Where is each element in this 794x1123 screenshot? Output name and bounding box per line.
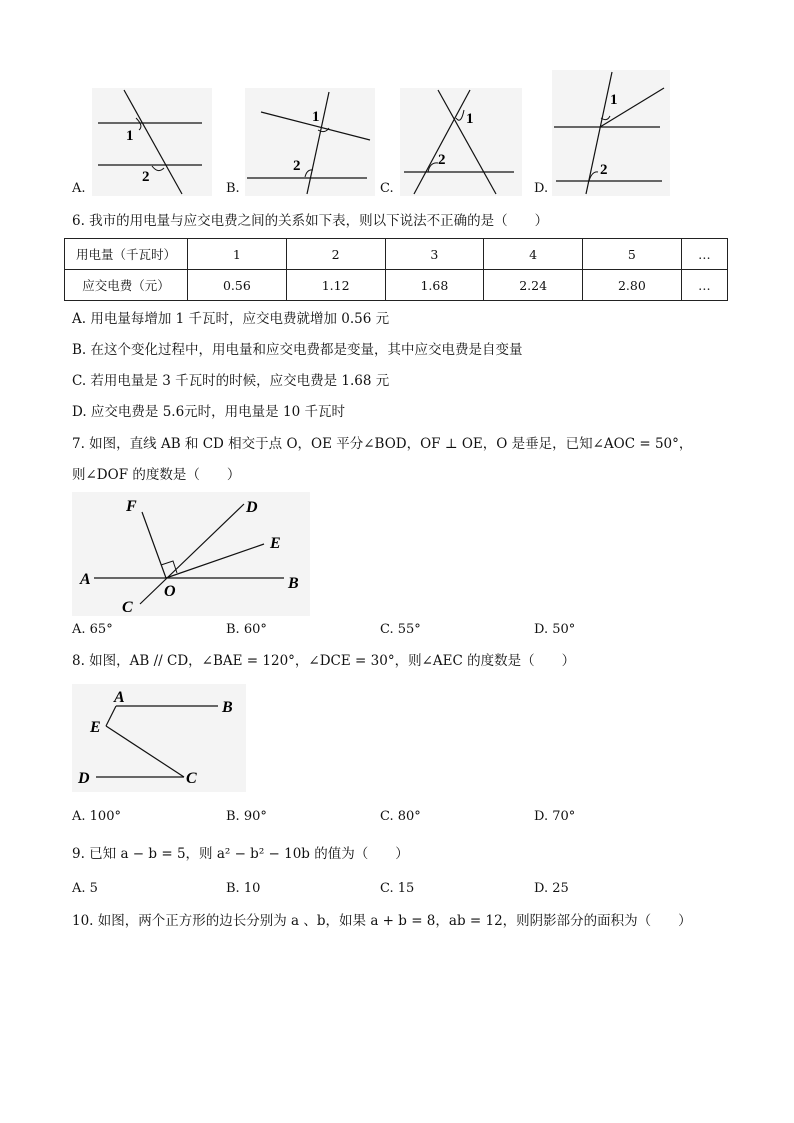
q8-option-b[interactable]: B. 90° <box>226 809 267 824</box>
q5-figure-a <box>92 88 212 196</box>
q9-option-b[interactable]: B. 10 <box>226 881 261 896</box>
q7-label-b: B <box>288 575 299 592</box>
table-cell: 1.68 <box>385 270 484 301</box>
table-header-cell: 用电量（千瓦时） <box>65 239 188 270</box>
table-cell: 4 <box>484 239 583 270</box>
q10-question: 10. 如图，两个正方形的边长分别为 a 、b，如果 a + b = 8，ab = 12，则阴影部分的面积为（ ） <box>72 913 692 929</box>
q8-label-e: E <box>90 719 101 736</box>
q8-label-c: C <box>186 770 197 787</box>
q7-label-c: C <box>122 599 133 616</box>
q7-option-d[interactable]: D. 50° <box>534 622 576 637</box>
q5-a-angle-2: 2 <box>142 169 150 185</box>
q9-option-d[interactable]: D. 25 <box>534 881 569 896</box>
q6-option-b[interactable]: B. 在这个变化过程中，用电量和应交电费都是变量，其中应交电费是自变量 <box>72 342 523 358</box>
q5-b-angle-2: 2 <box>293 158 301 174</box>
q8-label-a: A <box>114 689 125 706</box>
q5-d-angle-1: 1 <box>610 92 618 108</box>
q5-figure-b <box>245 88 375 196</box>
q5-c-angle-2: 2 <box>438 152 446 168</box>
q5-option-d[interactable]: D. <box>534 181 549 196</box>
q8-option-c[interactable]: C. 80° <box>380 809 421 824</box>
q6-table <box>64 238 728 301</box>
table-header-cell: 应交电费（元） <box>65 270 188 301</box>
table-cell: 2.24 <box>484 270 583 301</box>
q5-figure-c <box>400 88 522 196</box>
q5-d-angle-2: 2 <box>600 162 608 178</box>
q7-label-f: F <box>126 498 137 515</box>
q5-option-c[interactable]: C. <box>380 181 394 196</box>
q7-label-d: D <box>246 499 258 516</box>
table-row <box>65 270 728 301</box>
q6-option-d[interactable]: D. 应交电费是 5.6元时，用电量是 10 千瓦时 <box>72 404 345 420</box>
q5-b-angle-1: 1 <box>312 109 320 125</box>
q7-option-b[interactable]: B. 60° <box>226 622 267 637</box>
q7-label-a: A <box>80 571 91 588</box>
q9-option-c[interactable]: C. 15 <box>380 881 415 896</box>
table-cell: 1 <box>188 239 287 270</box>
q8-question: 8. 如图，AB // CD，∠BAE = 120°，∠DCE = 30°，则∠AEC 的度数是（ ） <box>72 653 576 669</box>
q7-option-c[interactable]: C. 55° <box>380 622 421 637</box>
table-cell: 1.12 <box>286 270 385 301</box>
q6-option-c[interactable]: C. 若用电量是 3 千瓦时的时候，应交电费是 1.68 元 <box>72 373 390 389</box>
q7-question-line2: 则∠DOF 的度数是（ ） <box>72 467 241 483</box>
q7-label-o: O <box>164 583 176 600</box>
q5-c-angle-1: 1 <box>466 111 474 127</box>
q6-option-a[interactable]: A. 用电量每增加 1 千瓦时，应交电费就增加 0.56 元 <box>72 311 390 327</box>
q7-question-line1: 7. 如图，直线 AB 和 CD 相交于点 O，OE 平分∠BOD，OF ⊥ OE，O 是垂足，已知∠AOC = 50°， <box>72 436 693 452</box>
table-row <box>65 239 728 270</box>
table-cell: 3 <box>385 239 484 270</box>
q5-option-b[interactable]: B. <box>226 181 240 196</box>
q9-option-a[interactable]: A. 5 <box>72 881 98 896</box>
q5-option-a[interactable]: A. <box>72 181 86 196</box>
table-cell: … <box>681 239 727 270</box>
table-cell: 0.56 <box>188 270 287 301</box>
q8-label-d: D <box>78 770 90 787</box>
q5-a-angle-1: 1 <box>126 128 134 144</box>
q5-figure-d <box>552 70 670 196</box>
q8-option-a[interactable]: A. 100° <box>72 809 121 824</box>
table-cell: 5 <box>583 239 682 270</box>
q7-figure <box>72 492 310 616</box>
q7-label-e: E <box>270 535 281 552</box>
table-cell: 2.80 <box>583 270 682 301</box>
q7-option-a[interactable]: A. 65° <box>72 622 113 637</box>
table-cell: … <box>681 270 727 301</box>
q8-option-d[interactable]: D. 70° <box>534 809 576 824</box>
table-cell: 2 <box>286 239 385 270</box>
q8-figure <box>72 684 246 792</box>
q8-label-b: B <box>222 699 233 716</box>
q9-question: 9. 已知 a − b = 5，则 a² − b² − 10b 的值为（ ） <box>72 846 409 862</box>
q6-question: 6. 我市的用电量与应交电费之间的关系如下表，则以下说法不正确的是（ ） <box>72 213 549 229</box>
